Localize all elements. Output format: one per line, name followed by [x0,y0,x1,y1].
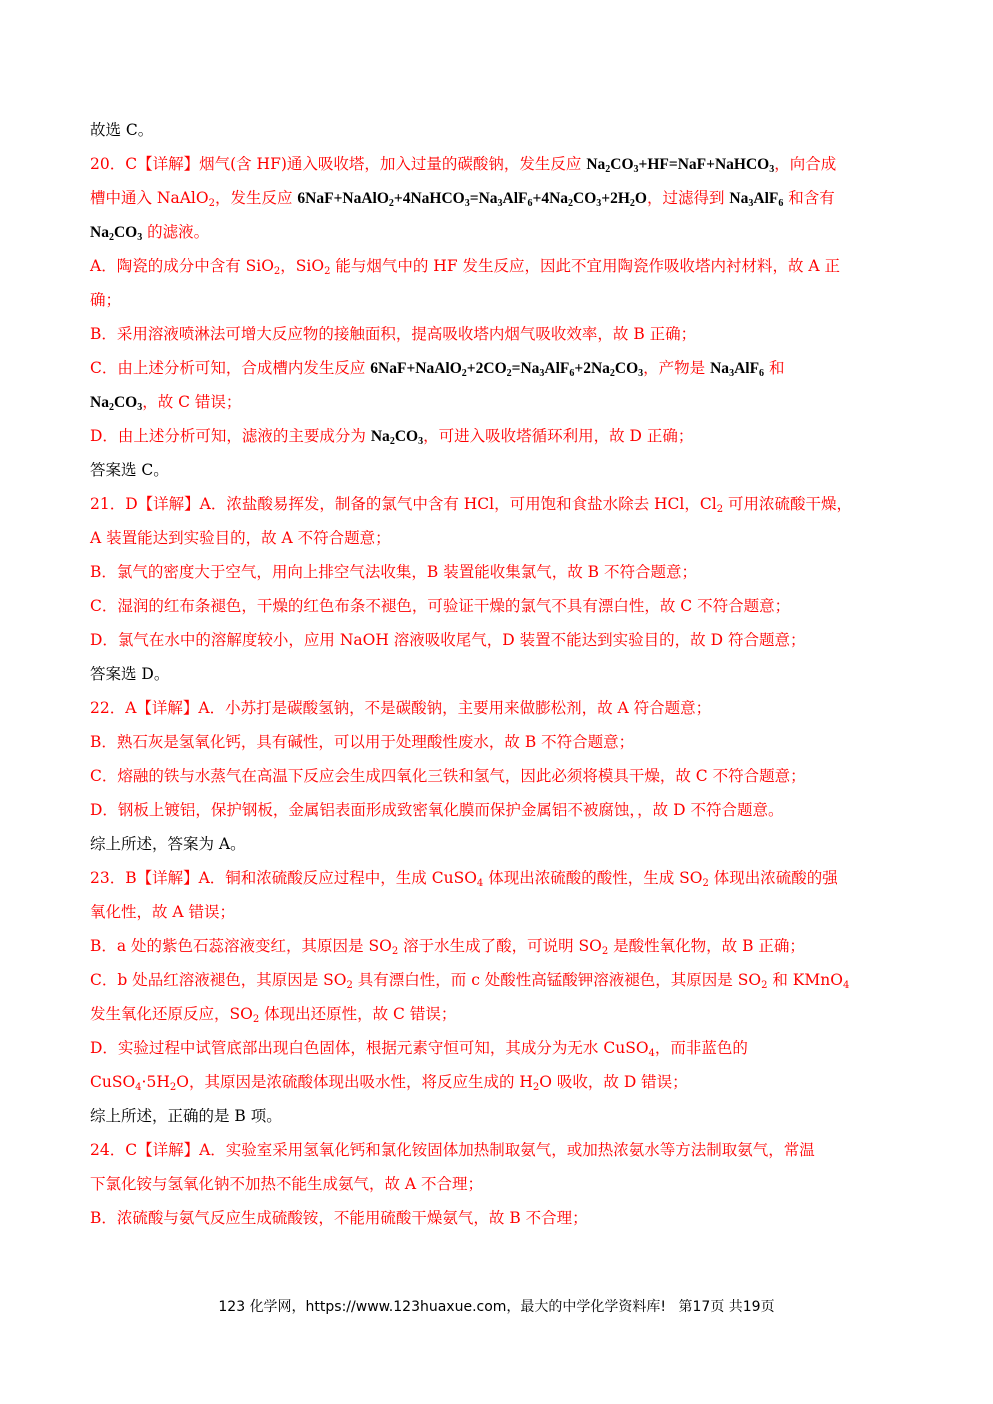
text-line [90,827,920,861]
text-line [90,589,920,623]
text-segment: D．氯气在水中的溶解度较小，应用 NaOH 溶液吸收尾气，D 装置不能达到实验目的，故 D 符合题意； [90,631,806,649]
text-segment: B．氯气的密度大于空气，用向上排空气法收集，B 装置能收集氯气，故 B 不符合题意； [90,563,697,581]
text-segment: 氧化性，故 A 错误； [90,903,236,921]
text-segment: 故选 C。 [90,121,154,139]
text-segment: 综上所述，答案为 A。 [90,835,246,853]
text-segment: B．熟石灰是氢氧化钙，具有碱性，可以用于处理酸性废水，故 B 不符合题意； [90,733,635,751]
text-segment: 答案选 C。 [90,461,169,479]
text-line [90,521,920,555]
text-line [90,351,920,385]
text-segment: 综上所述，正确的是 B 项。 [90,1107,282,1125]
text-segment: 槽中通入 NaAlO$_2$，发生反应 [90,189,298,209]
text-line [90,249,920,283]
chemical-formula: $Na_2CO_3$ [90,224,143,243]
text-line [90,895,920,929]
text-segment: B．a 处的紫色石蕊溶液变红，其原因是 $SO_2$ 溶于水生成了酸，可说明 $SO_2$ 是酸性氧化物，故 B 正确； [90,937,805,957]
text-line [90,215,920,249]
text-segment: D．实验过程中试管底部出现白色固体，根据元素守恒可知，其成分为无水 CuSO$_4$，而非蓝色的 [90,1039,748,1059]
text-line [90,861,920,895]
footer-page-number: 第17页 共19页 [678,1299,775,1315]
text-line [90,555,920,589]
text-line [90,1133,920,1167]
text-line [90,657,920,691]
text-segment: D．钢板上镀铝，保护钢板，金属铝表面形成致密氧化膜而保护金属铝不被腐蚀，，故 D 不符合题意。 [90,801,784,819]
chemical-formula: $Na_3AlF_6$ [729,190,784,209]
text-line [90,793,920,827]
text-segment: $CuSO_4\cdot 5H_2O$，其原因是浓硫酸体现出吸水性，将反应生成的 $H_2O$ 吸收，故 D 错误； [90,1073,688,1093]
text-line [90,147,920,181]
text-segment: ，过滤得到 [646,189,730,207]
chemical-formula: $6NaF+NaAlO_2+2CO_2=Na_3AlF_6+2Na_2CO_3$ [370,360,644,379]
text-segment: 21．D【详解】A．浓盐酸易挥发，制备的氯气中含有 HCl，可用饱和食盐水除去 HCl，$Cl_2$ 可用浓硫酸干燥， [90,495,852,515]
text-line [90,419,920,453]
text-segment: 确； [90,291,122,309]
text-line [90,181,920,215]
text-line [90,929,920,963]
text-segment: 和 [764,359,785,377]
text-line [90,385,920,419]
text-segment: 下氯化铵与氢氧化钠不加热不能生成氨气，故 A 不合理； [90,1175,484,1193]
text-line [90,1065,920,1099]
text-line [90,1201,920,1235]
text-line [90,725,920,759]
text-segment: C．熔融的铁与水蒸气在高温下反应会生成四氧化三铁和氢气，因此必须将模具干燥，故 C 不符合题意； [90,767,806,785]
text-segment: 20．C【详解】烟气(含 HF)通入吸收塔，加入过量的碳酸钠，发生反应 [90,155,587,173]
text-line [90,963,920,997]
text-line [90,487,920,521]
text-segment: C．由上述分析可知，合成槽内发生反应 [90,359,371,377]
text-segment: B．采用溶液喷淋法可增大反应物的接触面积，提高吸收塔内烟气吸收效率，故 B 正确； [90,325,697,343]
text-line [90,997,920,1031]
text-line [90,623,920,657]
text-segment: 发生氧化还原反应，$SO_2$ 体现出还原性，故 C 错误； [90,1005,457,1025]
text-segment: A．陶瓷的成分中含有 SiO$_2$，SiO$_2$ 能与烟气中的 HF 发生反应，因此不宜用陶瓷作吸收塔内衬材料，故 A 正 [90,257,841,277]
footer-site-text: 123 化学网，https://www.123huaxue.com，最大的中学化学资料库! [218,1299,667,1315]
text-segment: 和含有 [783,189,835,207]
text-segment: 答案选 D。 [90,665,170,683]
chemical-formula: $Na_2CO_3$ [90,394,143,413]
text-line [90,317,920,351]
text-segment: B．浓硫酸与氨气反应生成硫酸铵，不能用硫酸干燥氨气，故 B 不合理； [90,1209,588,1227]
text-segment: 23．B【详解】A．铜和浓硫酸反应过程中，生成 CuSO$_4$ 体现出浓硫酸的酸性，生成 $SO_2$ 体现出浓硫酸的强 [90,869,838,889]
text-segment: 24．C【详解】A．实验室采用氢氧化钙和氯化铵固体加热制取氨气，或加热浓氨水等方法制取氨气，常温 [90,1141,815,1159]
text-line [90,1167,920,1201]
text-line [90,113,920,147]
text-line [90,283,920,317]
text-segment: C．湿润的红布条褪色，干燥的红色布条不褪色，可验证干燥的氯气不具有漂白性，故 C 不符合题意； [90,597,791,615]
text-line [90,691,920,725]
document-body [90,113,920,1235]
text-segment: A 装置能达到实验目的，故 A 不符合题意； [90,529,391,547]
text-segment: 22．A【详解】A．小苏打是碳酸氢钠，不是碳酸钠，主要用来做膨松剂，故 A 符合题意； [90,699,712,717]
text-segment: D．由上述分析可知，滤液的主要成分为 [90,427,371,445]
text-segment: ，向合成 [774,155,837,173]
text-line [90,759,920,793]
text-line [90,1099,920,1133]
text-segment: C．b 处品红溶液褪色，其原因是 $SO_2$ 具有漂白性，而 c 处酸性高锰酸钾溶液褪色，其原因是 $SO_2$ 和 KMnO$_4$ [90,971,850,991]
text-segment: ，产物是 [643,359,711,377]
text-line [90,453,920,487]
text-segment: 的滤液。 [142,223,210,241]
chemical-formula: $Na_2CO_3+HF=NaF+NaHCO_3$ [586,156,775,175]
text-line [90,1031,920,1065]
chemical-formula: $Na_2CO_3$ [370,428,424,447]
text-segment: ，故 C 错误； [142,393,242,411]
chemical-formula: $6NaF+NaAlO_2+4NaHCO_3=Na_3AlF_6+4Na_2CO_3+2H_2O$ [297,190,647,209]
text-segment: ，可进入吸收塔循环利用，故 D 正确； [423,427,694,445]
page-footer [0,1296,993,1316]
chemical-formula: $Na_3AlF_6$ [710,360,765,379]
